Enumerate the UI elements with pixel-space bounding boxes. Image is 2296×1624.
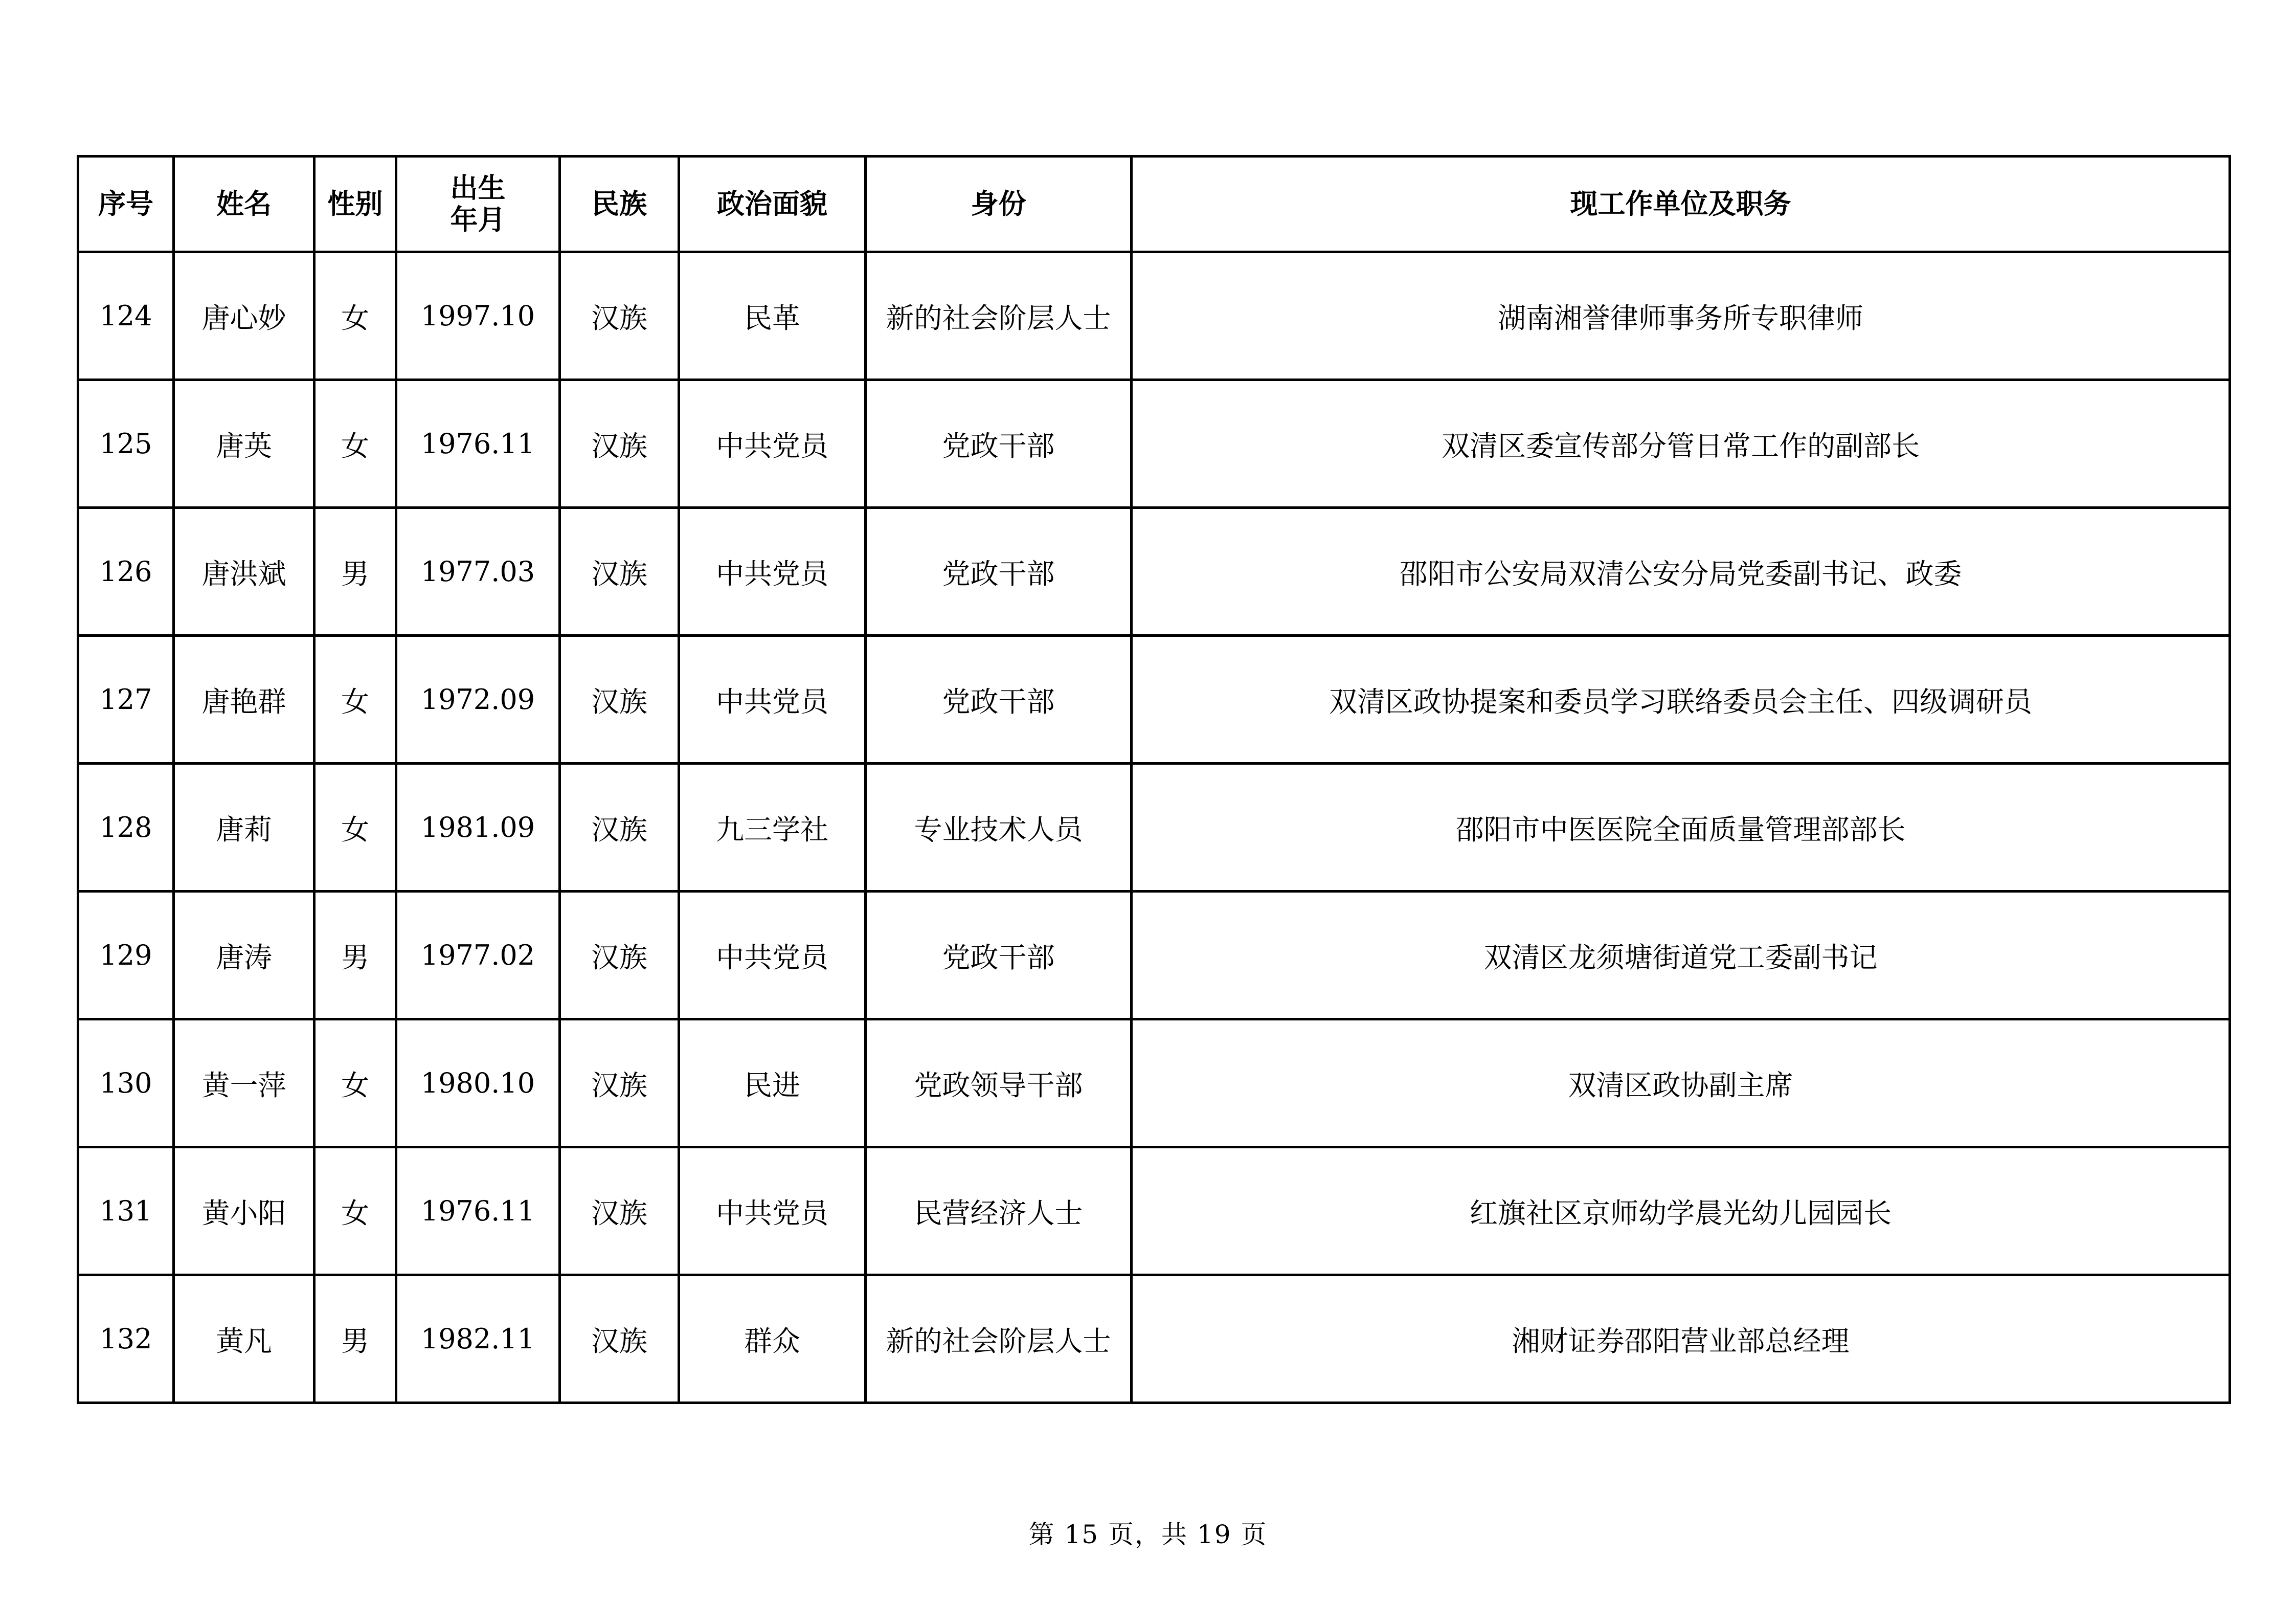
page-number-footer: 第 15 页，共 19 页 [1028, 1520, 1268, 1549]
cell-seq: 129 [78, 892, 174, 1019]
cell-birth: 1976.11 [396, 1147, 560, 1275]
cell-name: 黄凡 [174, 1275, 314, 1403]
cell-position: 湖南湘誉律师事务所专职律师 [1132, 252, 2230, 380]
header-seq: 序号 [78, 157, 174, 252]
cell-seq: 132 [78, 1275, 174, 1403]
cell-political: 民革 [679, 252, 866, 380]
cell-birth: 1982.11 [396, 1275, 560, 1403]
cell-political: 中共党员 [679, 1147, 866, 1275]
cell-birth: 1977.03 [396, 508, 560, 636]
cell-position: 邵阳市公安局双清公安分局党委副书记、政委 [1132, 508, 2230, 636]
cell-name: 黄一萍 [174, 1019, 314, 1147]
table-row [78, 1275, 2230, 1403]
cell-birth: 1980.10 [396, 1019, 560, 1147]
cell-identity: 党政干部 [866, 636, 1132, 764]
cell-political: 群众 [679, 1275, 866, 1403]
table-row [78, 252, 2230, 380]
cell-identity: 新的社会阶层人士 [866, 252, 1132, 380]
cell-gender: 女 [314, 252, 396, 380]
cell-seq: 124 [78, 252, 174, 380]
cell-name: 唐心妙 [174, 252, 314, 380]
cell-ethnicity: 汉族 [560, 1275, 679, 1403]
cell-political: 中共党员 [679, 380, 866, 508]
table-header-row [78, 157, 2230, 252]
cell-ethnicity: 汉族 [560, 1147, 679, 1275]
cell-birth: 1997.10 [396, 252, 560, 380]
table-row [78, 764, 2230, 892]
header-political: 政治面貌 [679, 157, 866, 252]
header-position: 现工作单位及职务 [1132, 157, 2230, 252]
cell-identity: 民营经济人士 [866, 1147, 1132, 1275]
cell-identity: 党政干部 [866, 892, 1132, 1019]
cell-position: 双清区政协提案和委员学习联络委员会主任、四级调研员 [1132, 636, 2230, 764]
cell-identity: 新的社会阶层人士 [866, 1275, 1132, 1403]
table-row [78, 636, 2230, 764]
cell-ethnicity: 汉族 [560, 252, 679, 380]
header-birth [396, 157, 560, 252]
cell-political: 民进 [679, 1019, 866, 1147]
cell-seq: 131 [78, 1147, 174, 1275]
cell-seq: 127 [78, 636, 174, 764]
cell-ethnicity: 汉族 [560, 892, 679, 1019]
header-ethnicity: 民族 [560, 157, 679, 252]
cell-identity: 党政干部 [866, 380, 1132, 508]
cell-gender: 男 [314, 508, 396, 636]
cell-ethnicity: 汉族 [560, 508, 679, 636]
cell-name: 唐莉 [174, 764, 314, 892]
header-birth-line1: 出生 [450, 171, 506, 204]
header-name: 姓名 [174, 157, 314, 252]
cell-ethnicity: 汉族 [560, 636, 679, 764]
cell-name: 唐涛 [174, 892, 314, 1019]
cell-gender: 男 [314, 1275, 396, 1403]
header-identity: 身份 [866, 157, 1132, 252]
cell-name: 唐洪斌 [174, 508, 314, 636]
member-table [77, 155, 2231, 1404]
cell-name: 唐英 [174, 380, 314, 508]
cell-position: 双清区政协副主席 [1132, 1019, 2230, 1147]
table-row [78, 1147, 2230, 1275]
cell-gender: 女 [314, 1147, 396, 1275]
table-row [78, 892, 2230, 1019]
cell-gender: 女 [314, 636, 396, 764]
table-row [78, 1019, 2230, 1147]
cell-position: 双清区龙须塘街道党工委副书记 [1132, 892, 2230, 1019]
table-row [78, 380, 2230, 508]
cell-political: 中共党员 [679, 508, 866, 636]
cell-ethnicity: 汉族 [560, 764, 679, 892]
cell-position: 邵阳市中医医院全面质量管理部部长 [1132, 764, 2230, 892]
cell-birth: 1972.09 [396, 636, 560, 764]
cell-identity: 党政干部 [866, 508, 1132, 636]
cell-identity: 专业技术人员 [866, 764, 1132, 892]
cell-name: 黄小阳 [174, 1147, 314, 1275]
cell-identity: 党政领导干部 [866, 1019, 1132, 1147]
cell-birth: 1977.02 [396, 892, 560, 1019]
cell-position: 双清区委宣传部分管日常工作的副部长 [1132, 380, 2230, 508]
cell-political: 中共党员 [679, 636, 866, 764]
header-gender: 性别 [314, 157, 396, 252]
cell-name: 唐艳群 [174, 636, 314, 764]
cell-gender: 女 [314, 764, 396, 892]
cell-political: 九三学社 [679, 764, 866, 892]
cell-position: 红旗社区京师幼学晨光幼儿园园长 [1132, 1147, 2230, 1275]
cell-birth: 1976.11 [396, 380, 560, 508]
cell-ethnicity: 汉族 [560, 1019, 679, 1147]
cell-position: 湘财证券邵阳营业部总经理 [1132, 1275, 2230, 1403]
cell-ethnicity: 汉族 [560, 380, 679, 508]
cell-gender: 男 [314, 892, 396, 1019]
table-row [78, 508, 2230, 636]
cell-seq: 128 [78, 764, 174, 892]
cell-seq: 130 [78, 1019, 174, 1147]
header-birth-line2: 年月 [450, 204, 506, 236]
cell-gender: 女 [314, 1019, 396, 1147]
cell-seq: 126 [78, 508, 174, 636]
cell-birth: 1981.09 [396, 764, 560, 892]
cell-seq: 125 [78, 380, 174, 508]
cell-gender: 女 [314, 380, 396, 508]
cell-political: 中共党员 [679, 892, 866, 1019]
